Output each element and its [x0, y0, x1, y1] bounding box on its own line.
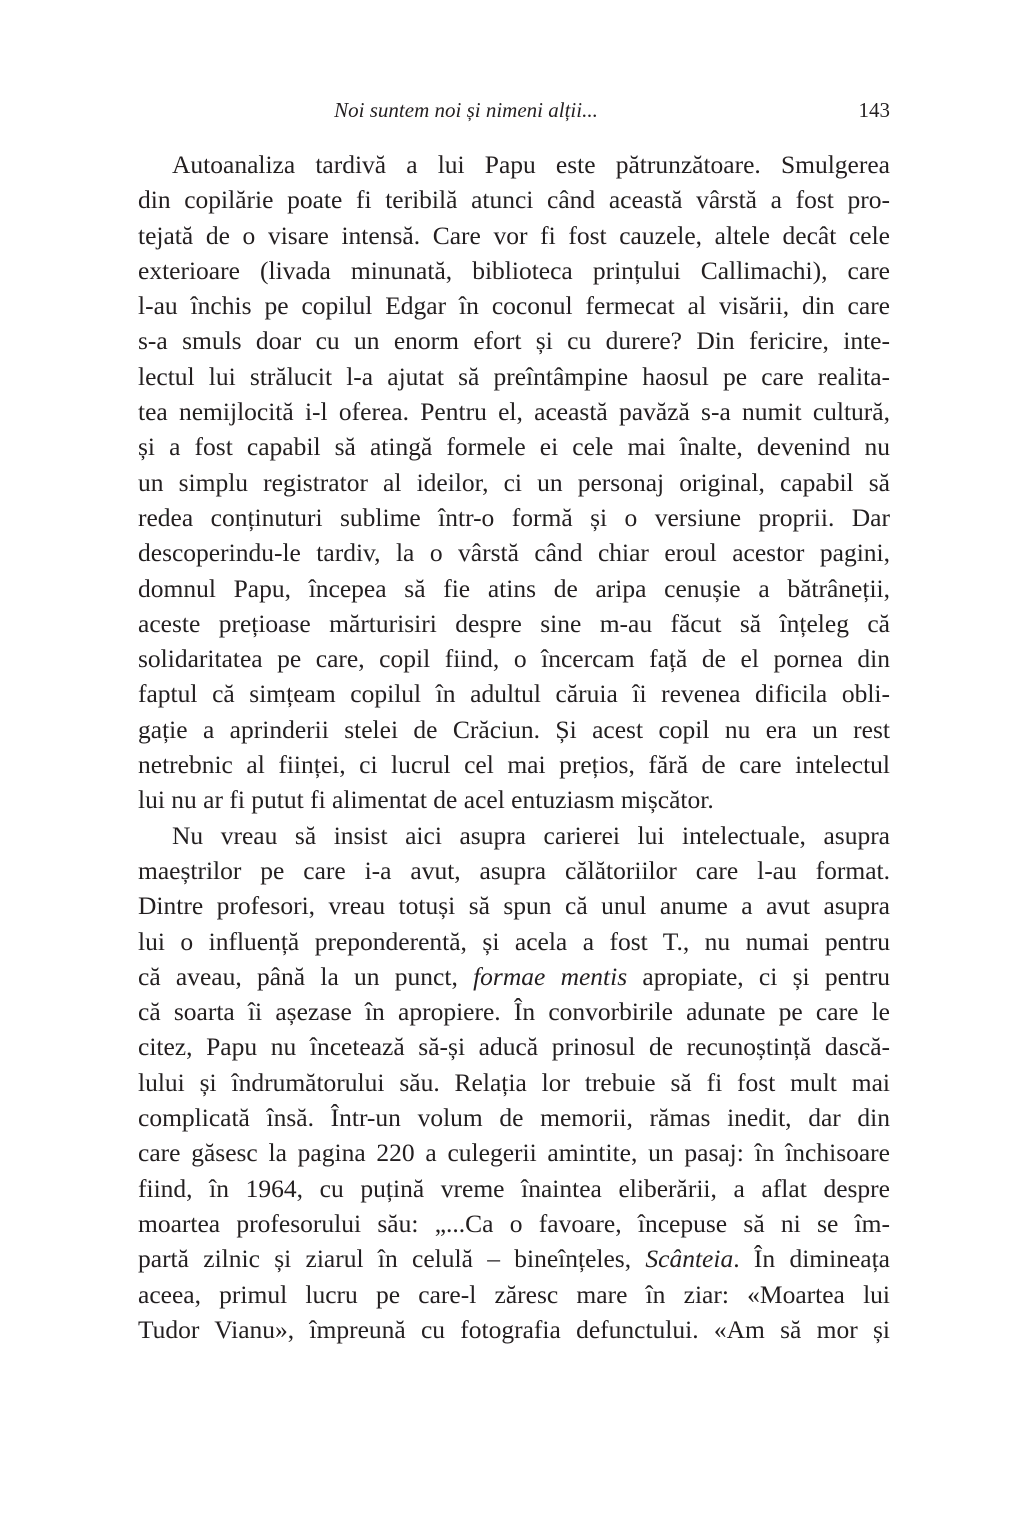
text-line: moartea profesorului său: „...Ca o favoare, începuse să ni se îm- — [138, 1208, 890, 1238]
text-line: Dintre profesori, vreau totuși să spun că unul anume a avut asupra — [138, 891, 890, 921]
paragraph — [138, 147, 890, 818]
running-title: Noi suntem noi și nimeni alții... — [334, 98, 598, 122]
text-line: gație a aprinderii stelei de Crăciun. Și acest copil nu era un rest — [138, 714, 890, 744]
text-line: solidaritatea pe care, copil fiind, o încercam față de el pornea din — [138, 644, 890, 674]
text-line: exterioare (livada minunată, biblioteca prințului Callimachi), care — [138, 255, 890, 285]
text-line: și a fost capabil să atingă formele ei cele mai înalte, devenind nu — [138, 432, 890, 462]
text-line: lectul lui strălucit l-a ajutat să preîntâmpine haosul pe care realita- — [138, 361, 890, 391]
text-line: tea nemijlocită i-l oferea. Pentru el, această pavăză s-a numit cultură, — [138, 397, 890, 427]
text-line: un simplu registrator al ideilor, ci un personaj original, capabil să — [138, 467, 890, 497]
text-line — [138, 959, 890, 994]
text-line: maeștrilor pe care i-a avut, asupra călătoriilor care l-au format. — [138, 855, 890, 885]
text-line: s-a smuls doar cu un enorm efort și cu durere? Din fericire, inte- — [138, 326, 890, 356]
text-line: aceea, primul lucru pe care-l zăresc mare în ziar: «Moartea lui — [138, 1279, 890, 1309]
text-line: fiind, în 1964, cu puțină vreme înaintea eliberării, a aflat despre — [138, 1173, 890, 1203]
text-line: aceste prețioase mărturisiri despre sine m-au făcut să înțeleg că — [138, 608, 890, 638]
italic-term: formae mentis — [473, 961, 628, 991]
text-line: lui o influență preponderentă, și acela a fost T., nu numai pentru — [138, 926, 890, 956]
text-line — [138, 1241, 890, 1276]
paragraph — [138, 818, 890, 1347]
text-segment: . În dimineața — [733, 1244, 890, 1274]
text-segment: că aveau, până la un punct, — [138, 961, 474, 991]
text-line: că soarta îi așezase în apropiere. În convorbirile adunate pe care le — [138, 997, 890, 1027]
text-line: lui nu ar fi putut fi alimentat de acel entuziasm mișcător. — [138, 785, 714, 815]
page-header — [138, 92, 890, 128]
italic-term: Scânteia — [645, 1244, 734, 1274]
text-line: netrebnic al ființei, ci lucrul cel mai prețios, fără de care intelectul — [138, 750, 890, 780]
text-line: descoperindu-le tardiv, la o vârstă când chiar eroul acestor pagini, — [138, 538, 890, 568]
text-line: l-au închis pe copilul Edgar în coconul fermecat al visării, din care — [138, 291, 890, 321]
text-segment: partă zilnic și ziarul în celulă – bineînțeles, — [138, 1244, 646, 1274]
text-line: lului și îndrumătorului său. Relația lor trebuie să fi fost mult mai — [138, 1067, 890, 1097]
text-line: domnul Papu, începea să fie atins de aripa cenușie a bătrâneții, — [138, 573, 890, 603]
text-line: tejată de o visare intensă. Care vor fi fost cauzele, altele decât cele — [138, 220, 890, 250]
body-text — [138, 147, 890, 1347]
text-segment: apropiate, ci și pentru — [627, 961, 890, 991]
text-line: din copilărie poate fi teribilă atunci când această vârstă a fost pro- — [138, 185, 890, 215]
text-line: complicată însă. Într-un volum de memorii, rămas inedit, dar din — [138, 1103, 890, 1133]
text-line: citez, Papu nu încetează să-și aducă prinosul de recunoștință dască- — [138, 1032, 890, 1062]
text-line: redea conținuturi sublime într-o formă și o versiune proprii. Dar — [138, 502, 890, 532]
text-line: Nu vreau să insist aici asupra carierei lui intelectuale, asupra — [172, 820, 890, 850]
text-line: faptul că simțeam copilul în adultul căruia îi revenea dificila obli- — [138, 679, 890, 709]
text-line: Autoanaliza tardivă a lui Papu este pătrunzătoare. Smulgerea — [172, 150, 890, 179]
text-line: care găsesc la pagina 220 a culegerii amintite, un pasaj: în închisoare — [138, 1138, 890, 1168]
page-number: 143 — [858, 98, 890, 122]
text-line: Tudor Vianu», împreună cu fotografia defunctului. «Am să mor și — [138, 1314, 890, 1344]
